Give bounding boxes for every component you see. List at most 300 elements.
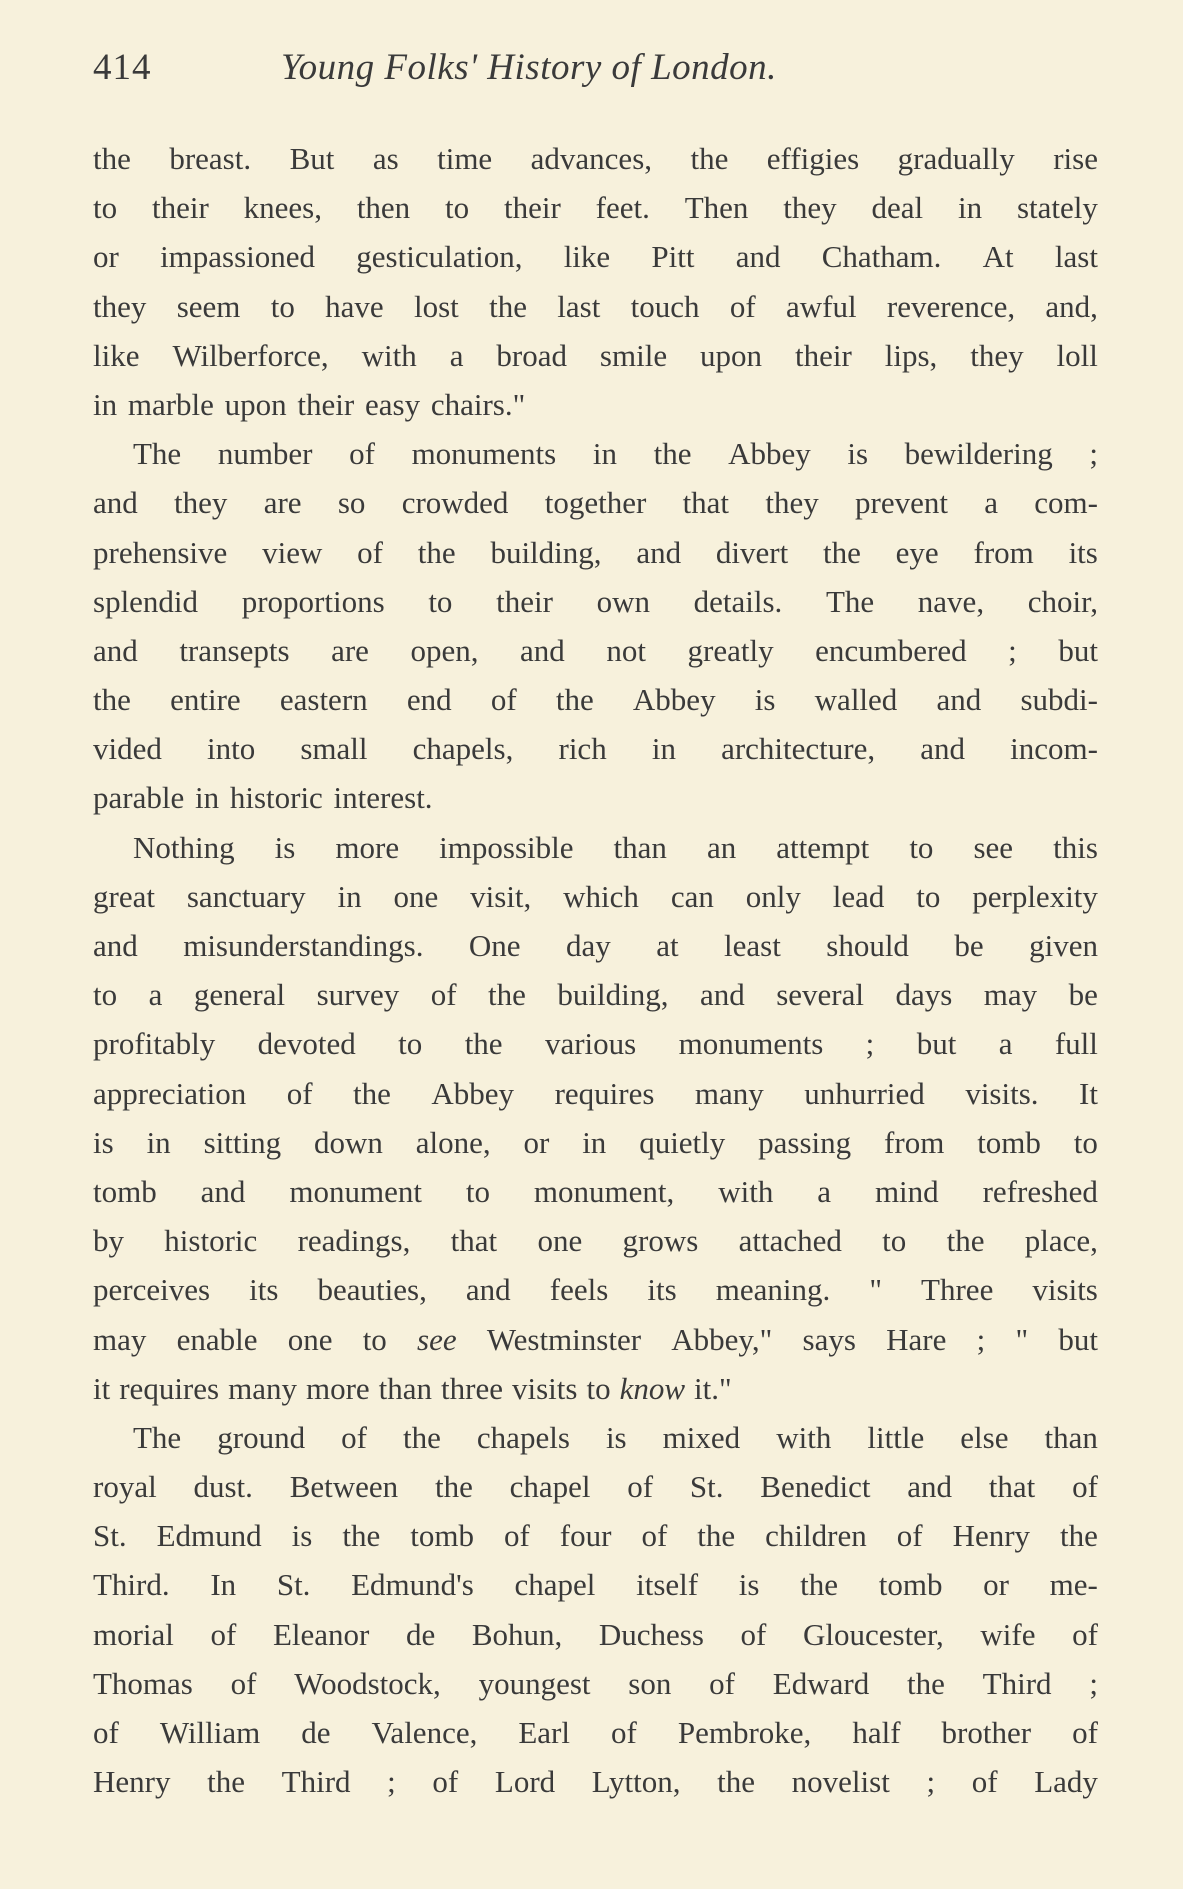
word: an [706,829,737,865]
word: as [372,141,399,176]
word: Lord [494,1764,556,1800]
word: passing [758,1124,852,1160]
word: the [403,1419,441,1455]
word: wife [980,1616,1036,1652]
text-line [93,1462,1098,1511]
word: its [249,1272,279,1308]
word: incom- [1010,731,1098,767]
word: to [398,1026,423,1062]
word: the [823,534,861,570]
word: sitting [203,1124,282,1160]
word: in [651,731,676,767]
word: de [301,1715,331,1750]
word [93,1364,110,1413]
text-line [93,1659,1098,1708]
word: building, [557,977,669,1013]
word: the [800,1567,839,1603]
word: their [496,583,553,619]
word: of [740,1616,767,1652]
word: prevent [855,485,948,521]
word-part: but [1058,1321,1098,1357]
word: their [504,190,561,226]
word: like [563,239,611,275]
word: Abbey [728,436,811,472]
word: stately [1016,190,1098,226]
word: gradually [897,141,1015,176]
word: and, [1045,288,1098,324]
word: to [270,288,295,324]
word: children [765,1518,867,1554]
word: down [313,1124,383,1160]
word: encumbered [815,632,967,668]
word: so [337,485,366,521]
word: misunderstandings. [183,928,424,963]
word: and [520,632,565,668]
word: given [1029,928,1098,963]
word-part: to [586,1370,611,1406]
word: is [754,682,776,718]
word: may [983,977,1038,1013]
word-part: says [802,1321,856,1357]
word: broad [496,337,567,373]
word: view [262,534,323,570]
word: last [1054,239,1098,275]
word: the [946,1223,985,1259]
word: visit, [470,878,532,914]
word: and [699,977,745,1013]
word: At [982,239,1014,275]
italic-word: see [417,1321,457,1357]
word: impossible [439,829,574,865]
word: with [361,337,417,373]
word [177,1315,258,1364]
word: ; [1089,1665,1098,1701]
running-head [93,46,1103,96]
word: by [93,1223,124,1259]
word: com- [1034,485,1098,521]
word: Wilberforce, [172,337,329,373]
word: great [93,878,155,914]
word: from [973,534,1034,570]
word: the [93,141,131,176]
text-line [93,183,1098,232]
word: effigies [766,141,860,176]
word: survey [316,977,400,1013]
word: of [490,682,517,718]
word: of [357,534,383,570]
word-part: it." [694,1370,732,1406]
word: to [465,1173,490,1209]
word: Valence, [371,1715,478,1750]
word: one [537,1223,583,1259]
word: to [882,1223,907,1259]
word: or [983,1567,1009,1603]
word: knees, [243,190,322,226]
word: But [289,141,335,176]
word: than [613,829,667,865]
word: itself [636,1567,699,1603]
word: monuments [411,436,557,472]
word: royal [93,1469,157,1505]
word [1015,1315,1028,1364]
word: of [729,288,756,324]
word: Between [289,1469,399,1505]
word: appreciation [93,1075,247,1111]
word: its [1068,534,1098,570]
word: beauties, [317,1272,427,1308]
text-line [93,1364,1098,1413]
word [288,1315,333,1364]
text-line [93,1560,1098,1609]
word: and [93,928,138,963]
word: least [724,928,781,963]
word: feet. [595,190,650,226]
word: the [488,977,526,1013]
word: to [93,977,118,1013]
word: small [300,731,368,767]
word: the [434,1469,473,1505]
text-line [93,773,1098,822]
word: Eleanor [272,1616,370,1652]
word: the [417,534,456,570]
word: like [93,337,140,373]
text-line [93,429,1098,478]
word: to [1073,1124,1098,1160]
word: Woodstock, [294,1665,441,1701]
word: walled [814,682,898,718]
word: from [884,1124,945,1160]
text-line [93,282,1098,331]
word: they [174,485,228,521]
word: unhurried [804,1075,925,1111]
word: the [93,682,131,718]
word: than [1044,1419,1098,1455]
word: William [159,1715,261,1750]
word-part: visits [512,1370,578,1406]
word: that [450,1223,498,1259]
word: a [817,1173,832,1209]
word: upon [700,337,763,373]
text-line [93,380,1098,429]
word: Duchess [598,1616,704,1652]
word: to [428,583,453,619]
word: The [133,1419,182,1455]
word: feels [549,1272,609,1308]
word: Three [921,1272,994,1308]
word: but [1058,632,1098,668]
word: to [445,190,470,226]
word: deal [871,190,924,226]
book-title: Young Folks' History of London. [281,47,777,88]
word: a [984,485,999,521]
word: Pitt [651,239,695,275]
word-part: than [378,1370,433,1406]
word: full [1054,1026,1098,1062]
word: general [193,977,286,1013]
word: of [93,1715,119,1750]
word: smile [599,337,668,373]
text-line [93,823,1098,872]
word: the [717,1764,756,1800]
word-part: requires [119,1370,220,1406]
word: seem [176,288,241,324]
word: the [464,1026,503,1062]
word: tomb [93,1173,157,1209]
word: brother [941,1715,1032,1750]
word [977,1315,986,1364]
word: in [592,436,617,472]
word: monument [289,1173,422,1209]
word: of [627,1469,654,1505]
word: and [936,682,982,718]
word: they [783,190,837,226]
word: various [544,1026,637,1062]
word: Then [684,190,749,226]
word: that [682,485,730,521]
text-line [93,921,1098,970]
word: rich [558,731,607,767]
word-part: many [228,1370,297,1406]
word [379,1364,432,1413]
word: its [647,1272,677,1308]
word: tomb [410,1518,474,1554]
word [441,1364,503,1413]
word: architecture, [721,731,876,767]
word-part: ; [976,1321,986,1357]
word: and [636,534,682,570]
word: that [988,1469,1036,1505]
word: the [207,1764,245,1800]
text-line [93,1610,1098,1659]
text-line [93,1511,1098,1560]
word: Earl [518,1715,570,1750]
word: bewildering [904,436,1053,472]
word: historic [164,1223,258,1259]
text-line [93,1167,1098,1216]
word: of [1072,1616,1098,1652]
text-line [93,1315,1098,1364]
word: profitably [93,1026,216,1062]
word: tomb [977,1124,1041,1160]
word: and [93,632,138,668]
word: Abbey [431,1075,515,1111]
word [1058,1315,1098,1364]
word: One [468,928,521,963]
word: open, [410,632,479,668]
word: one [393,878,439,914]
word: refreshed [982,1173,1098,1209]
text-line [93,1069,1098,1118]
word-part: may [93,1321,147,1357]
word: many [694,1075,764,1111]
word: and [465,1272,511,1308]
word: me- [1049,1567,1098,1603]
body-text [93,134,1098,1806]
word: In [210,1567,237,1603]
word [586,1364,610,1413]
word: is [738,1567,760,1603]
word: have [325,288,384,324]
word: lead [832,878,885,914]
word: day [565,928,611,963]
word: eastern [279,682,368,718]
word: divert [715,534,789,570]
word: with [718,1173,774,1209]
word: chapels, [412,731,514,767]
word: monuments [678,1026,824,1062]
text-line [93,1118,1098,1167]
word: Chatham. [821,239,942,275]
word: rise [1053,141,1098,176]
word [363,1315,387,1364]
word: de [405,1616,436,1652]
word: morial [93,1616,174,1652]
word: proportions [241,583,385,619]
word: Benedict [760,1469,871,1505]
word: the [697,1518,736,1554]
word: Edward [772,1665,870,1701]
word [417,1315,457,1364]
word: greatly [687,632,774,668]
word-part: Abbey," [671,1321,773,1357]
text-line [93,331,1098,380]
word: and [93,485,138,521]
word: and [907,1469,953,1505]
word: can [670,878,714,914]
word: of [432,1764,459,1800]
word: else [960,1419,1009,1455]
word: readings, [297,1223,411,1259]
word: youngest [478,1665,591,1701]
page-number: 414 [93,47,152,88]
word: of [210,1616,237,1652]
text-line [93,1708,1098,1757]
word: chapel [514,1567,596,1603]
word: the [907,1665,945,1701]
word: but [916,1026,957,1062]
word-part: Westminster [486,1321,642,1357]
word: place, [1024,1223,1098,1259]
word [306,1364,370,1413]
word: Henry [952,1518,1031,1554]
word: are [263,485,302,521]
word: Nothing [133,829,235,865]
text-line [93,1757,1098,1806]
word: advances, [530,141,653,176]
text-line [93,675,1098,724]
word: subdi- [1020,682,1098,718]
word: monument, [533,1173,675,1209]
word: a [449,337,464,373]
word: eye [895,534,939,570]
word [694,1364,732,1413]
word: which [563,878,639,914]
text-line [93,626,1098,675]
word: attempt [776,829,870,865]
word: requires [554,1075,655,1111]
word: is [605,1419,627,1455]
word: last [557,288,601,324]
word: are [331,632,369,668]
word: awful [785,288,857,324]
word: ground [217,1419,306,1455]
text-line [93,1216,1098,1265]
word: Gloucester, [802,1616,944,1652]
word: of [286,1075,313,1111]
word: only [745,878,801,914]
word-part: it [93,1370,111,1406]
line-text: parable in historic interest. [93,780,433,816]
word-part: one [287,1321,333,1357]
word: ; [865,1026,875,1062]
word: they [765,485,819,521]
word: and [735,239,781,275]
word [803,1315,856,1364]
word: in [582,1124,607,1160]
word: they [970,337,1024,373]
word: chapels [476,1419,570,1455]
word: this [1053,829,1098,865]
word: to [916,878,941,914]
word: loll [1056,337,1098,373]
word: Lytton, [591,1764,681,1800]
word: Edmund [156,1518,262,1554]
word [119,1364,219,1413]
word-part: Hare [886,1321,947,1357]
word: prehensive [93,534,228,570]
word: ; [1008,632,1017,668]
word: sanctuary [186,878,306,914]
text-line [93,872,1098,921]
word: a [998,1026,1013,1062]
text-line [93,232,1098,281]
word: lips, [884,337,938,373]
word: their [794,337,852,373]
word: novelist [791,1764,890,1800]
word: at [656,928,679,963]
word: quietly [639,1124,726,1160]
word: Bohun, [471,1616,563,1652]
word: of [341,1419,367,1455]
word [228,1364,297,1413]
italic-word: know [619,1370,686,1406]
word: several [776,977,864,1013]
word: is [93,1124,114,1160]
word: number [217,436,313,472]
word [512,1364,577,1413]
word: perplexity [972,878,1098,914]
word: of [709,1665,735,1701]
word: " [869,1272,882,1308]
word: be [1068,977,1098,1013]
word: Thomas [93,1665,193,1701]
word: impassioned [160,239,316,275]
word: details. [693,583,783,619]
word: reverence, [886,288,1016,324]
word: in [337,878,362,914]
word: or [93,239,119,275]
word: of [230,1665,257,1701]
word: of [430,977,457,1013]
word: chapel [509,1469,591,1505]
word-part: more [305,1370,370,1406]
text-line [93,577,1098,626]
text-line [93,970,1098,1019]
word: and [200,1173,246,1209]
word: ; [1089,436,1098,472]
word: splendid [93,583,199,619]
word: in [146,1124,171,1160]
